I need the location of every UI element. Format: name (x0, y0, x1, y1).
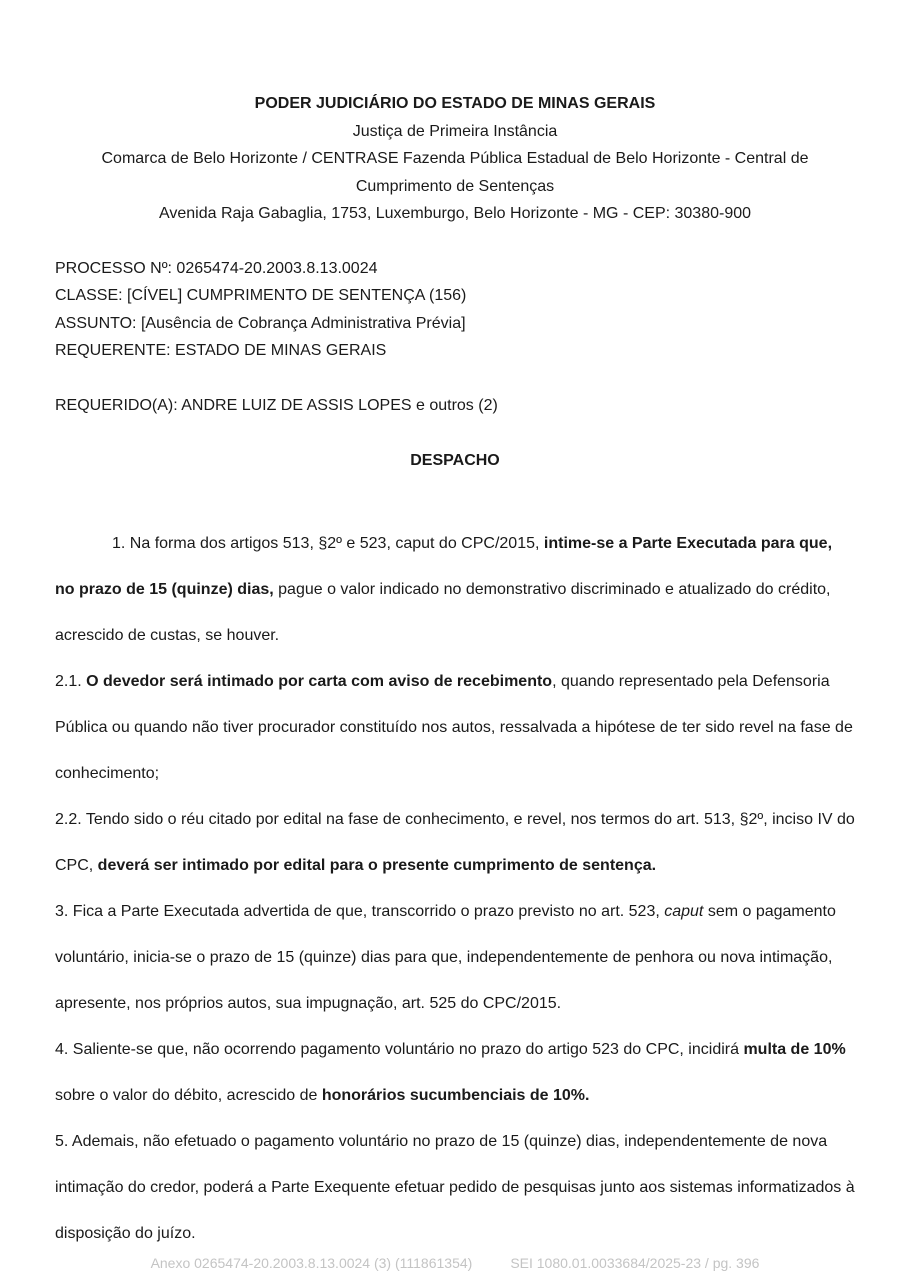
paragraph-4-text-mid: sobre o valor do débito, acrescido de (55, 1086, 322, 1104)
paragraph-1-text-end: pague o valor indicado no demonstrativo discriminado e atualizado do crédito, acrescido de custas, se houver. (55, 580, 831, 644)
paragraph-1-bold: intime-se a Parte Executada para que, no prazo de 15 (quinze) dias, (55, 534, 833, 598)
paragraph-2-1-bold: O devedor será intimado por carta com aviso de recebimento (86, 672, 553, 690)
court-comarca: Comarca de Belo Horizonte / CENTRASE Fazenda Pública Estadual de Belo Horizonte - Central de Cumprimento de Sentenças (101, 150, 809, 195)
paragraph-3-italic: caput (664, 902, 704, 920)
case-requerido: REQUERIDO(A): ANDRE LUIZ DE ASSIS LOPES e outros (2) (55, 396, 498, 414)
document-header (55, 90, 855, 228)
paragraph-2-1 (55, 659, 855, 797)
court-instance: Justiça de Primeira Instância (352, 122, 558, 140)
document-title: DESPACHO (410, 452, 500, 469)
paragraph-4-text: 4. Saliente-se que, não ocorrendo pagamento voluntário no prazo do artigo 523 do CPC, incidirá (55, 1040, 744, 1058)
paragraph-4-bold-fees: honorários sucumbenciais de 10%. (321, 1086, 590, 1104)
paragraph-4-bold-fine: multa de 10% (743, 1040, 846, 1058)
paragraph-2-1-number: 2.1. (55, 672, 87, 690)
case-requerente: REQUERENTE: ESTADO DE MINAS GERAIS (55, 342, 387, 359)
paragraph-2-2-bold: deverá ser intimado por edital para o presente cumprimento de sentença. (97, 856, 657, 874)
footer-anexo: Anexo 0265474-20.2003.8.13.0024 (3) (111861354) (150, 1255, 473, 1271)
case-classe: CLASSE: [CÍVEL] CUMPRIMENTO DE SENTENÇA (156) (55, 287, 467, 304)
paragraph-3-text-end: sem o pagamento voluntário, inicia-se o prazo de 15 (quinze) dias para que, independentemente de penhora ou nova intimação, apresente, nos próprios autos, sua impugnação, art. 525 do CPC/2015. (55, 902, 836, 1012)
document-page (55, 90, 855, 1257)
paragraph-5 (55, 1119, 855, 1257)
paragraph-5-text: 5. Ademais, não efetuado o pagamento voluntário no prazo de 15 (quinze) dias, independentemente de nova intimação do credor, poderá a Parte Exequente efetuar pedido de pesquisas junto aos sistemas informatizados à disposição do juízo. (55, 1132, 855, 1242)
page-footer (0, 1255, 910, 1271)
paragraph-3 (55, 889, 855, 1027)
document-body (55, 521, 855, 1257)
court-name: PODER JUDICIÁRIO DO ESTADO DE MINAS GERAIS (254, 95, 656, 112)
paragraph-3-text: 3. Fica a Parte Executada advertida de que, transcorrido o prazo previsto no art. 523, (55, 902, 665, 920)
case-assunto: ASSUNTO: [Ausência de Cobrança Administrativa Prévia] (55, 314, 466, 332)
case-processo: PROCESSO Nº: 0265474-20.2003.8.13.0024 (55, 259, 378, 277)
footer-sei: SEI 1080.01.0033684/2025-23 / pg. 396 (510, 1255, 760, 1271)
paragraph-1-text: 1. Na forma dos artigos 513, §2º e 523, caput do CPC/2015, (112, 534, 544, 552)
paragraph-1 (55, 521, 855, 659)
paragraph-2-2 (55, 797, 855, 889)
paragraph-2-2-text: 2.2. Tendo sido o réu citado por edital na fase de conhecimento, e revel, nos termos do art. 513, §2º, inciso IV do CPC, (55, 810, 855, 874)
paragraph-4 (55, 1027, 855, 1119)
paragraph-2-1-text: , quando representado pela Defensoria Pública ou quando não tiver procurador constituído nos autos, ressalvada a hipótese de ter sido revel na fase de conhecimento; (55, 672, 853, 782)
court-address: Avenida Raja Gabaglia, 1753, Luxemburgo, Belo Horizonte - MG - CEP: 30380-900 (158, 205, 752, 222)
case-metadata (55, 255, 855, 420)
